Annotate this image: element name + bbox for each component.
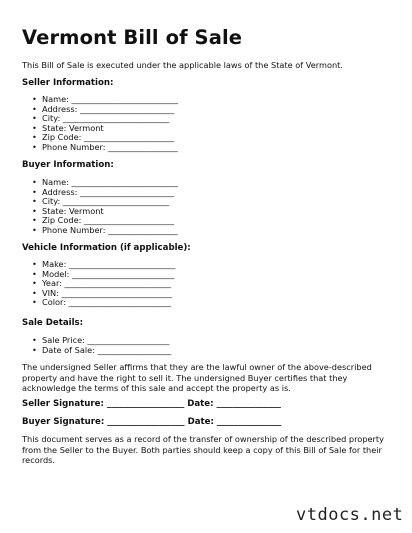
seller-heading: Seller Information: bbox=[22, 78, 114, 88]
intro-paragraph: This Bill of Sale is executed under the applicable laws of the State of Vermont. bbox=[22, 60, 343, 70]
brand-watermark: vtdocs.net bbox=[296, 505, 404, 525]
list-item: • State: Vermont bbox=[30, 124, 178, 134]
list-item: • Name: __________________________ bbox=[30, 178, 178, 188]
list-item: • Address: _______________________ bbox=[30, 105, 178, 115]
sale-list bbox=[30, 336, 171, 355]
list-item: • Model: _________________________ bbox=[30, 270, 175, 280]
sale-heading: Sale Details: bbox=[22, 318, 84, 328]
seller-list bbox=[30, 95, 178, 153]
affirmation-paragraph: The undersigned Seller affirms that they are the lawful owner of the above-described property and have the right to sell it. The undersigned Buyer certifies that they acknowledge the terms of this sale and accept the property as is. bbox=[22, 362, 372, 393]
list-item: • Phone Number: _________________ bbox=[30, 143, 178, 153]
list-item: • Year: __________________________ bbox=[30, 279, 175, 289]
seller-signature-line: Seller Signature: __________________ Date: _______________ bbox=[22, 399, 281, 409]
closing-paragraph: This document serves as a record of the transfer of ownership of the described property from the Seller to the Buyer. Both parties should keep a copy of this Bill of Sale for their records. bbox=[22, 434, 384, 465]
list-item: • City: __________________________ bbox=[30, 114, 178, 124]
list-item: • Date of Sale: __________________ bbox=[30, 346, 171, 356]
vehicle-list bbox=[30, 260, 175, 308]
document-title: Vermont Bill of Sale bbox=[22, 26, 243, 49]
list-item: • Zip Code: ______________________ bbox=[30, 133, 178, 143]
list-item: • Address: _______________________ bbox=[30, 188, 178, 198]
buyer-signature-line: Buyer Signature: __________________ Date: _______________ bbox=[22, 417, 282, 427]
list-item: • Phone Number: _________________ bbox=[30, 226, 178, 236]
list-item: • Name: __________________________ bbox=[30, 95, 178, 105]
list-item: • State: Vermont bbox=[30, 207, 178, 217]
list-item: • Color: _________________________ bbox=[30, 298, 175, 308]
list-item: • City: __________________________ bbox=[30, 197, 178, 207]
buyer-heading: Buyer Information: bbox=[22, 160, 114, 170]
list-item: • Sale Price: ____________________ bbox=[30, 336, 171, 346]
list-item: • Zip Code: ______________________ bbox=[30, 216, 178, 226]
list-item: • Make: __________________________ bbox=[30, 260, 175, 270]
list-item: • VIN: ___________________________ bbox=[30, 289, 175, 299]
buyer-list bbox=[30, 178, 178, 236]
vehicle-heading: Vehicle Information (if applicable): bbox=[22, 243, 191, 253]
